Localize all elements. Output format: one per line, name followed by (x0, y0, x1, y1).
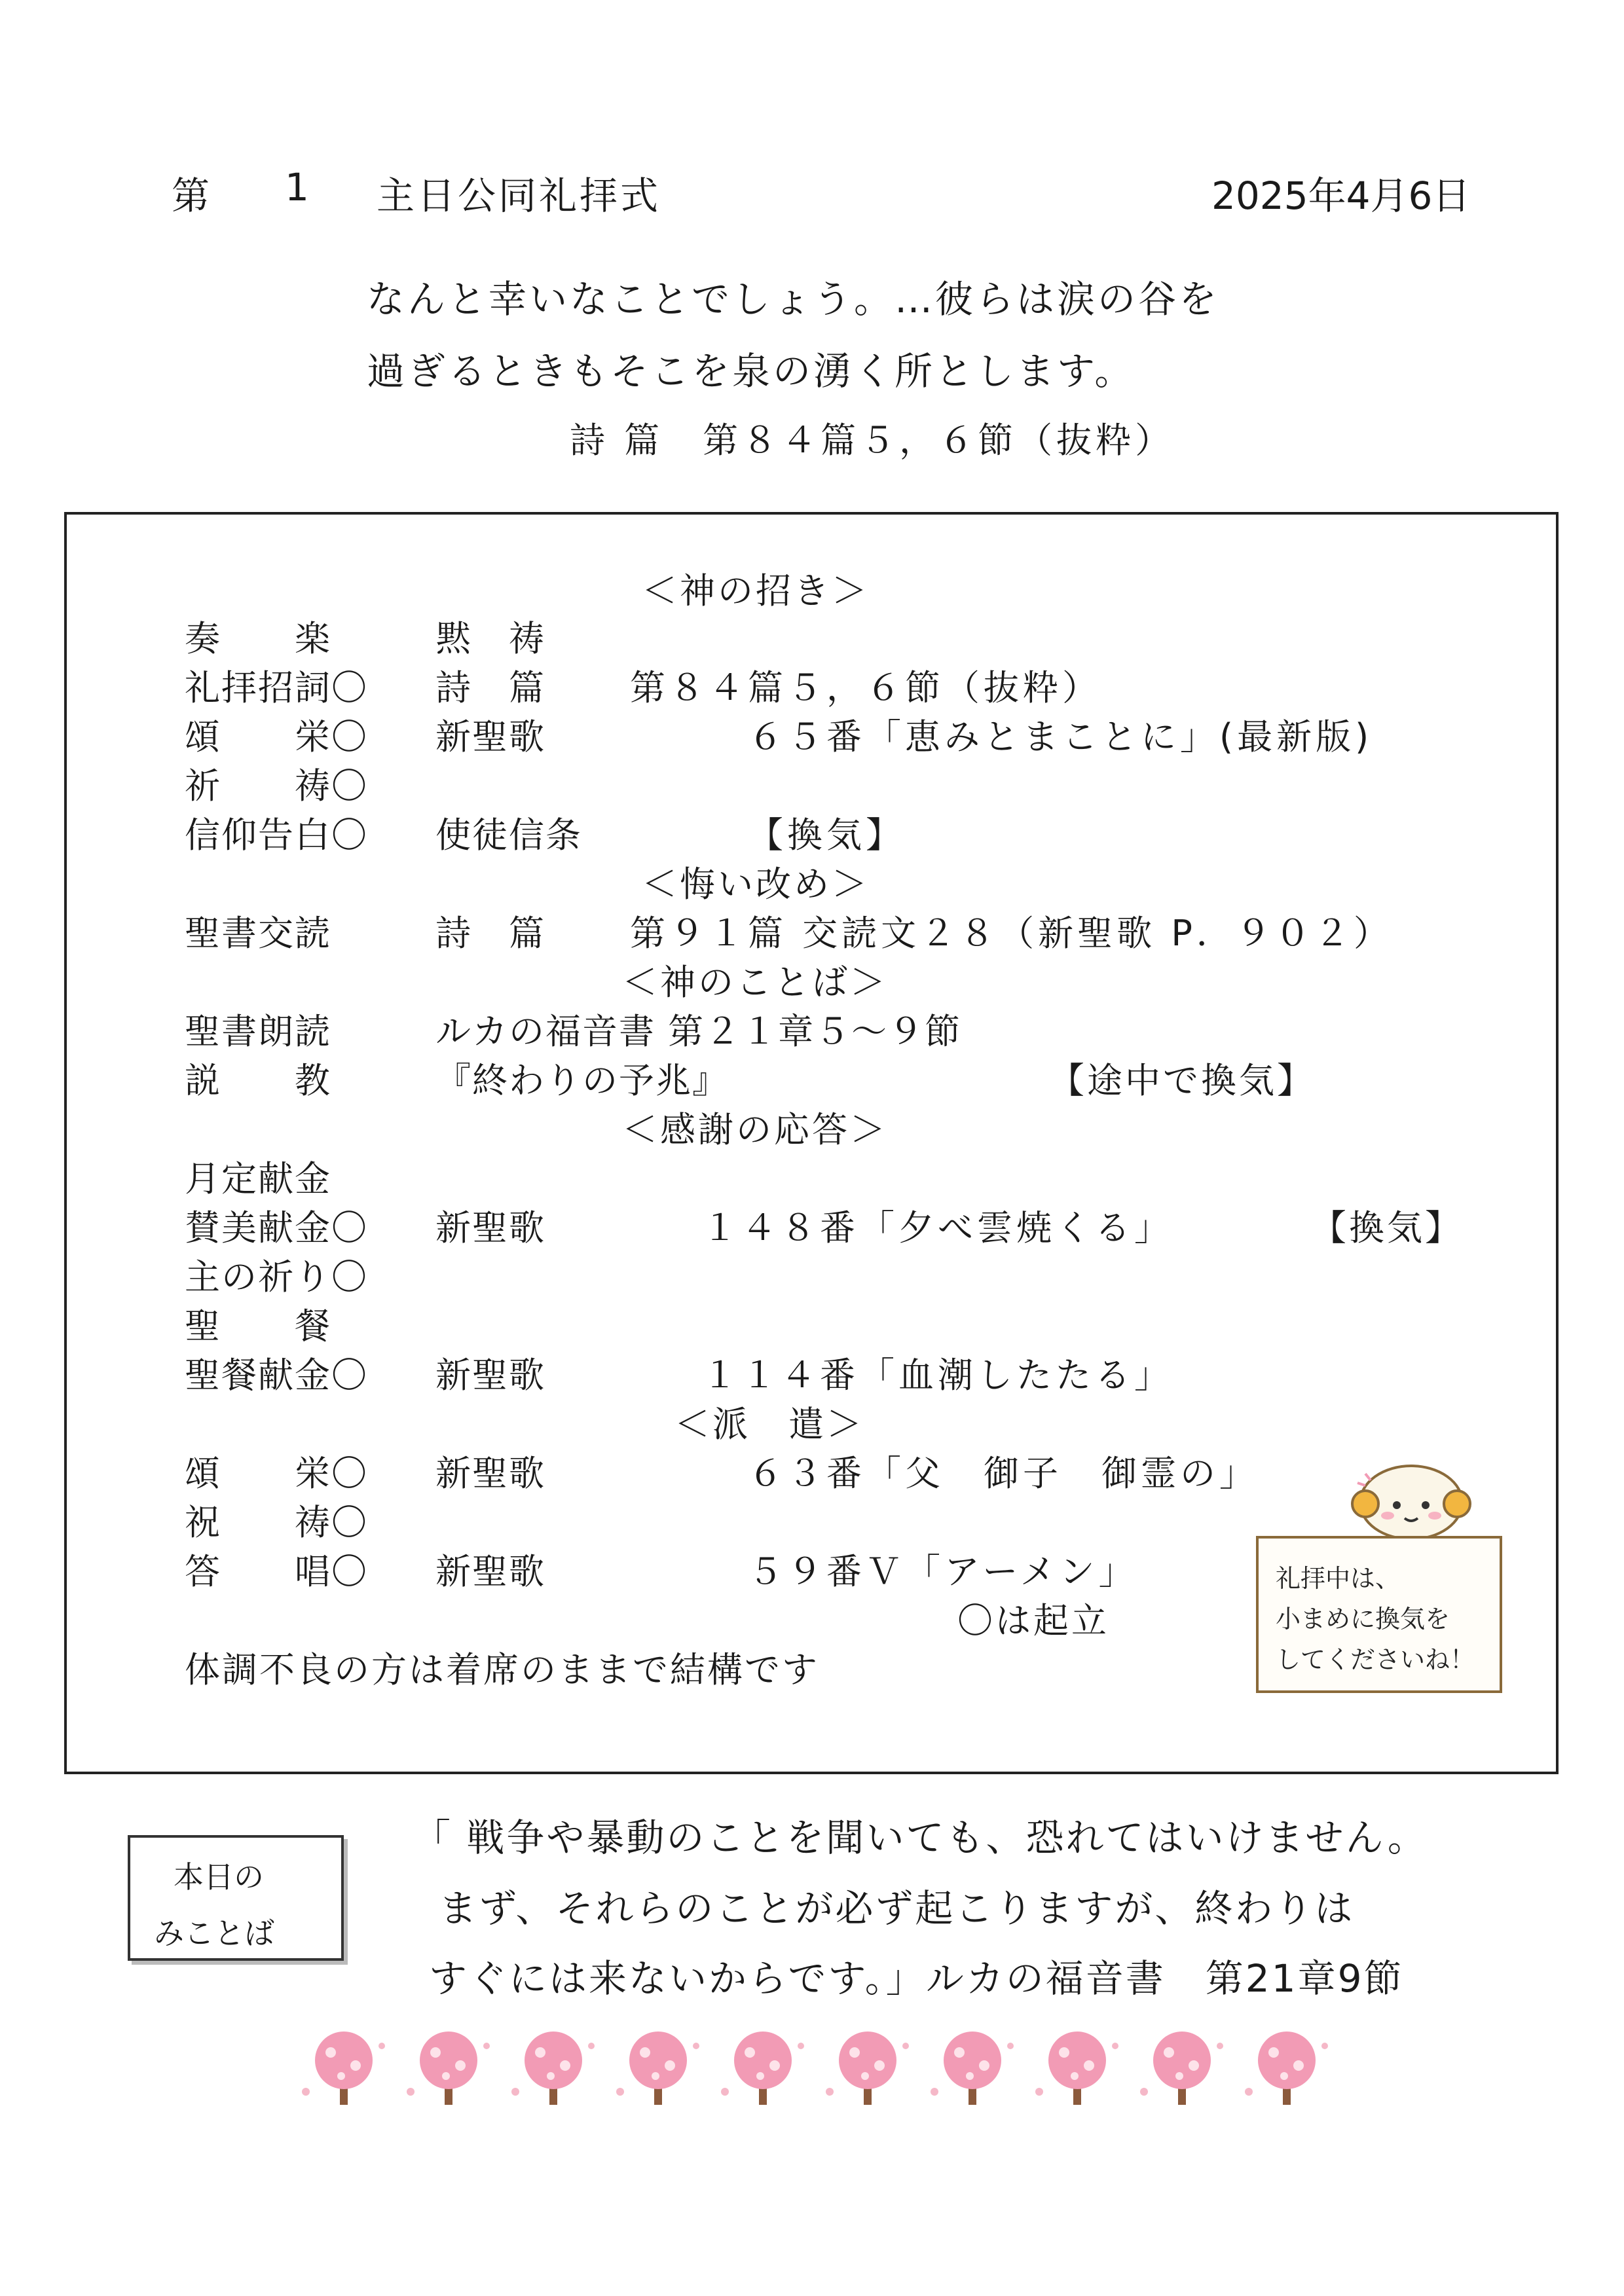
row-detail: ルカの福音書 第２１章５～９節 (435, 1011, 962, 1052)
standing-note: 〇は起立 (957, 1600, 1109, 1641)
row-label: 説 教 (185, 1060, 331, 1101)
row-extra: ５９番Ｖ「アーメン」 (748, 1551, 1138, 1592)
row-extra: １１４番「血潮したたる」 (702, 1355, 1173, 1396)
row-extra: ６５番「恵みとまことに」(最新版) (748, 716, 1373, 757)
service-date: 2025年4月6日 (1211, 173, 1471, 218)
cherry-blossom-tree-icon (612, 2020, 704, 2111)
section-sending: ＜派 遣＞ (674, 1404, 864, 1445)
row-label: 聖餐献金〇 (185, 1355, 368, 1396)
cherry-blossom-tree-icon (1241, 2020, 1333, 2111)
row-label: 聖書朗読 (185, 1011, 331, 1052)
section-response: ＜感謝の応答＞ (622, 1109, 888, 1150)
row-extra: ６３番「父 御子 御霊の」 (748, 1453, 1259, 1494)
row-detail: 詩 篇 (435, 667, 545, 708)
row-label: 聖書交読 (185, 913, 331, 954)
sheep-icon (1346, 1450, 1477, 1542)
service-label: 第 (172, 173, 210, 218)
section-word: ＜神のことば＞ (622, 962, 888, 1003)
row-detail: 新聖歌 (435, 1207, 545, 1248)
cherry-blossom-tree-icon (298, 2020, 390, 2111)
row-detail: 黙 祷 (435, 618, 545, 659)
reminder-line-1: 礼拝中は、 (1276, 1564, 1401, 1593)
cherry-blossom-tree-icon (1031, 2020, 1123, 2111)
service-title: 主日公同礼拝式 (377, 173, 661, 218)
verse-line-2: まず、それらのことが必ず起こりますが、終わりは (439, 1886, 1355, 1931)
section-repentance: ＜悔い改め＞ (642, 864, 870, 905)
row-label: 月定献金 (185, 1158, 331, 1199)
cherry-blossom-tree-icon (927, 2020, 1018, 2111)
section-invitation: ＜神の招き＞ (642, 570, 870, 611)
row-detail: 使徒信条 (435, 814, 582, 856)
verse-line-1: 「 戦争や暴動のことを聞いても、恐れてはいけません。 (413, 1815, 1428, 1860)
verse-line-3: すぐには来ないからです。」ルカの福音書 第21章9節 (429, 1956, 1404, 2001)
row-label: 賛美献金〇 (185, 1207, 368, 1248)
cherry-blossom-tree-icon (717, 2020, 809, 2111)
cherry-blossom-tree-icon (1136, 2020, 1228, 2111)
row-detail: 『終わりの予兆』 (435, 1060, 729, 1101)
row-extra: 【途中で換気】 (1049, 1060, 1315, 1101)
row-extra: 【換気】 (748, 814, 905, 856)
row-extra: 第９１篇 交読文２８（新聖歌 P．９０２） (630, 913, 1393, 954)
row-label: 奏 楽 (185, 618, 331, 659)
row-detail: 新聖歌 (435, 1453, 545, 1494)
cherry-blossom-tree-icon (822, 2020, 913, 2111)
row-label: 頌 栄〇 (185, 1453, 368, 1494)
row-detail: 新聖歌 (435, 716, 545, 757)
reminder-line-2: 小まめに換気を (1276, 1605, 1450, 1633)
ventilation-reminder-sign (1256, 1536, 1502, 1693)
row-label: 答 唱〇 (185, 1551, 368, 1592)
row-label: 聖 餐 (185, 1305, 331, 1347)
row-extra: １４８番「夕べ雲焼くる」 (702, 1207, 1173, 1248)
row-label: 信仰告白〇 (185, 814, 368, 856)
row-detail: 新聖歌 (435, 1355, 545, 1396)
row-label: 祈 祷〇 (185, 765, 368, 807)
epigraph-line-1: なんと幸いなことでしょう。…彼らは涙の谷を (367, 277, 1220, 321)
row-label: 礼拝招詞〇 (185, 667, 368, 708)
row-detail: 新聖歌 (435, 1551, 545, 1592)
word-of-day-box (128, 1835, 344, 1961)
word-box-line-1: 本日の (174, 1859, 264, 1895)
epigraph-line-2: 過ぎるときもそこを泉の湧く所とします。 (367, 349, 1135, 393)
health-note: 体調不良の方は着席のままで結構です (185, 1649, 819, 1690)
word-box-line-2: みことば (154, 1916, 274, 1951)
service-number: 1 (285, 165, 309, 210)
row-label: 祝 祷〇 (185, 1502, 368, 1543)
row-detail: 詩 篇 (435, 913, 545, 954)
row-extra: 第８４篇５，６節（抜粋） (630, 667, 1101, 708)
row-note: 【換気】 (1311, 1207, 1463, 1248)
row-label: 主の祈り〇 (185, 1256, 368, 1298)
epigraph-reference: 詩 篇 第８４篇５，６節（抜粋） (570, 420, 1175, 461)
row-label: 頌 栄〇 (185, 716, 368, 757)
cherry-blossom-tree-icon (507, 2020, 599, 2111)
cherry-blossom-border (298, 2020, 1346, 2118)
cherry-blossom-tree-icon (403, 2020, 494, 2111)
reminder-line-3: してくださいね！ (1276, 1645, 1475, 1674)
